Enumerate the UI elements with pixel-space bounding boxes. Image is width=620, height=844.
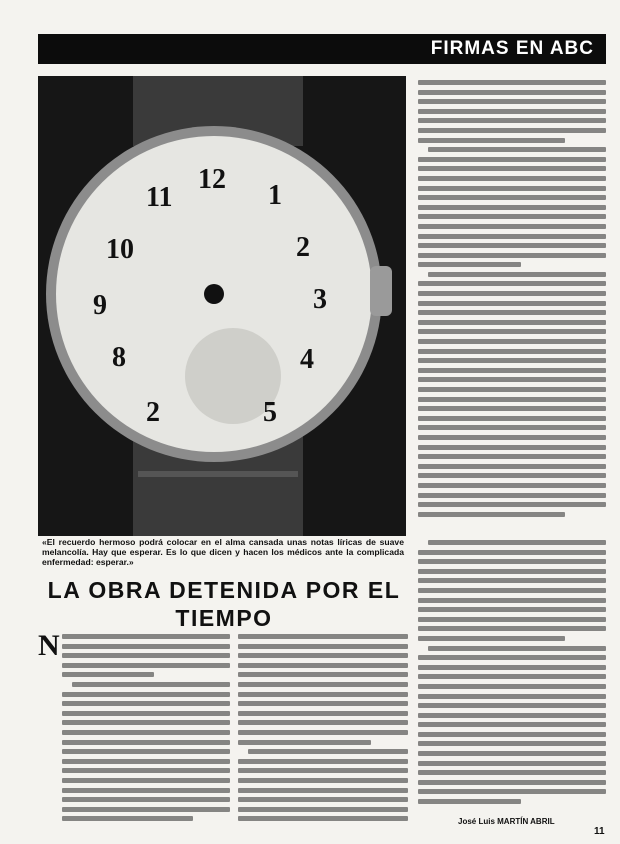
watch-illustration: [38, 76, 406, 536]
svg-text:9: 9: [93, 290, 107, 321]
drop-cap: N: [38, 629, 60, 662]
text-column-left: [62, 634, 230, 830]
svg-text:2: 2: [296, 232, 310, 263]
svg-text:3: 3: [313, 284, 327, 315]
text-column-right-top: [418, 80, 606, 532]
svg-text:4: 4: [300, 344, 314, 375]
text-lines: [62, 634, 230, 821]
text-lines: [418, 540, 606, 804]
text-lines: [238, 634, 408, 821]
text-column-middle: [238, 634, 408, 830]
text-lines: [418, 80, 606, 517]
svg-text:8: 8: [112, 342, 126, 373]
svg-text:5: 5: [263, 397, 277, 428]
page-number: 11: [594, 826, 605, 837]
svg-text:10: 10: [106, 234, 134, 265]
article-headline: LA OBRA DETENIDA POR EL TIEMPO: [47, 577, 401, 631]
svg-text:1: 1: [268, 180, 282, 211]
text-column-right-bottom: [418, 540, 606, 814]
watch-photo: [38, 76, 406, 536]
section-banner: [38, 34, 606, 64]
svg-text:2: 2: [146, 397, 160, 428]
photo-caption: «El recuerdo hermoso podrá colocar en el alma cansada unas notas líricas de suave melancolía. Hay que esperar. Es lo que dicen y hacen los médicos ante la complicada enfermedad: esperar.»: [42, 537, 404, 567]
svg-text:11: 11: [146, 182, 173, 213]
svg-text:12: 12: [198, 164, 226, 195]
author-byline: José Luis MARTÍN ABRIL: [458, 817, 555, 826]
section-title: FIRMAS EN ABC: [430, 38, 594, 59]
